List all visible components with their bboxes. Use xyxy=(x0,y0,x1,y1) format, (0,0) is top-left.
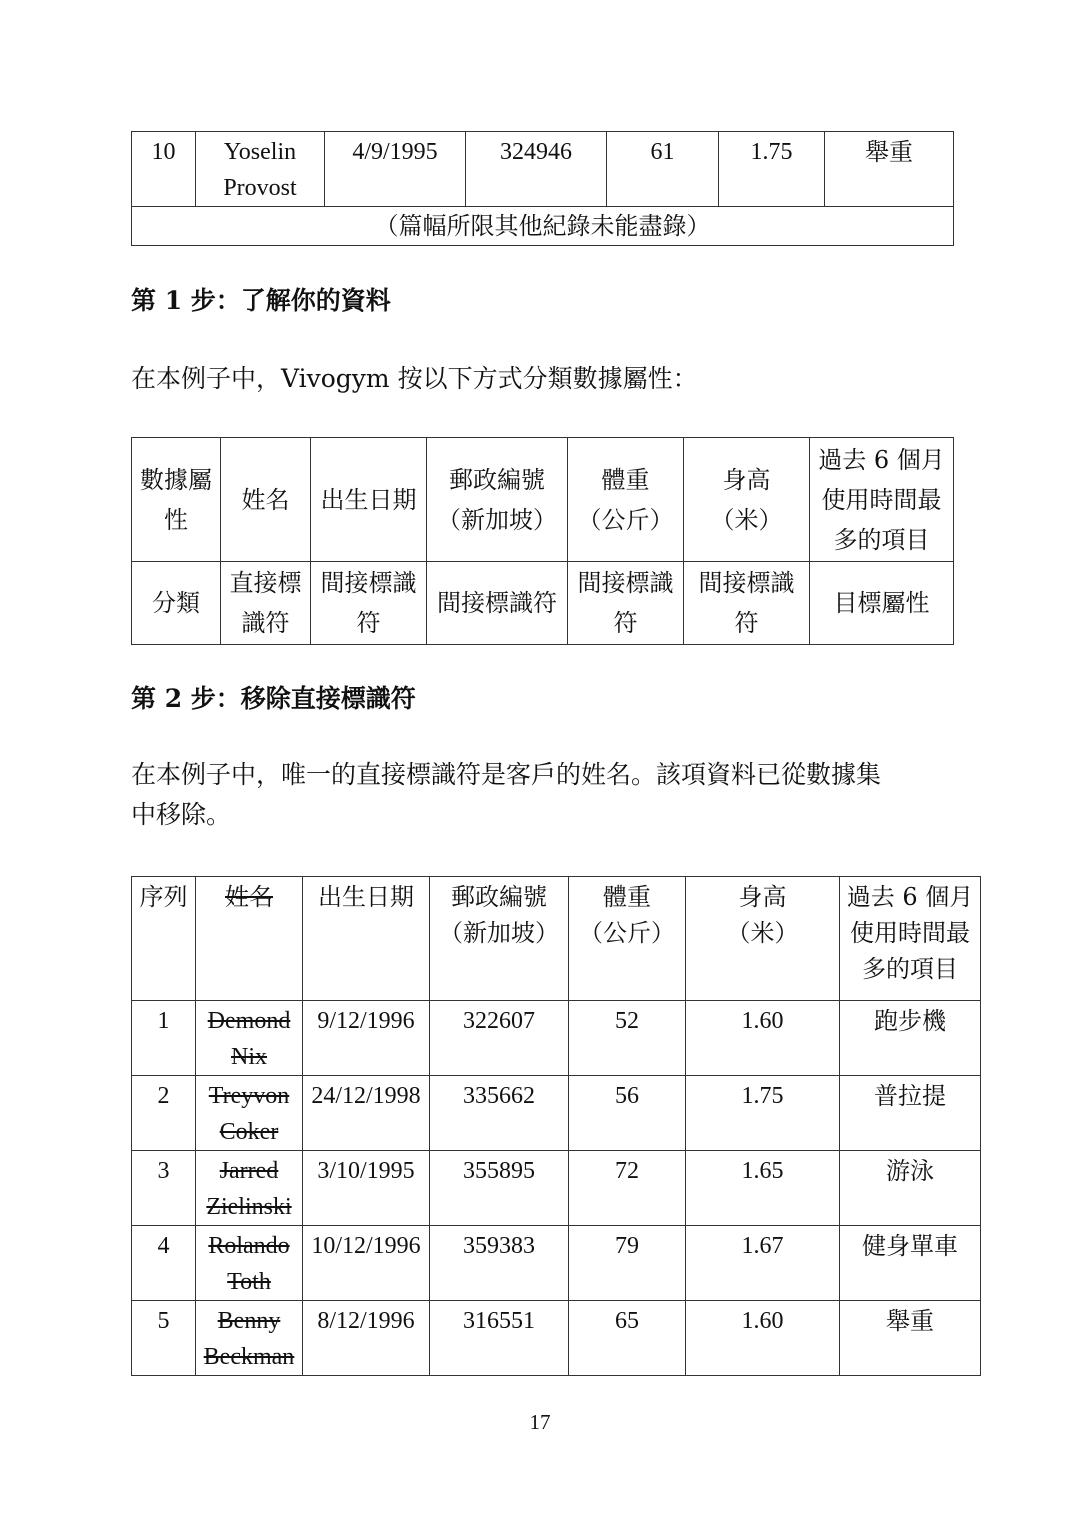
attr-dob-cell: 出生日期 xyxy=(311,438,427,562)
table-row xyxy=(132,132,954,207)
attr-weight-cell: 體重 （公斤） xyxy=(568,438,684,562)
attr-name-cell: 姓名 xyxy=(221,438,311,562)
step2-heading: 第 2 步：移除直接標識符 xyxy=(131,684,416,713)
table-row: 2 Treyvon Coker 24/12/1998 335662 56 1.75 普拉提 xyxy=(132,1076,981,1151)
attr-height-cell: 身高 （米） xyxy=(684,438,810,562)
step1-heading: 第 1 步：了解你的資料 xyxy=(131,286,391,315)
header-row xyxy=(132,877,981,1001)
dob-cell: 4/9/1995 xyxy=(325,132,466,207)
activity-cell: 舉重 xyxy=(825,132,954,207)
header-height: 身高 （米） xyxy=(686,877,840,1001)
table-row: 1 Demond Nix 9/12/1996 322607 52 1.60 跑步機 xyxy=(132,1001,981,1076)
page-number: 17 xyxy=(529,1410,551,1434)
header-seq: 序列 xyxy=(132,877,196,1001)
class-dob-cell: 間接標識 符 xyxy=(311,562,427,645)
table-row xyxy=(132,438,954,562)
postal-cell: 324946 xyxy=(466,132,607,207)
table-row: 4 Rolando Toth 10/12/1996 359383 79 1.67 健身單車 xyxy=(132,1226,981,1301)
attr-postal-cell: 郵政編號 （新加坡） xyxy=(427,438,568,562)
class-height-cell: 間接標識 符 xyxy=(684,562,810,645)
height-cell: 1.75 xyxy=(719,132,825,207)
class-activity-cell: 目標屬性 xyxy=(810,562,954,645)
class-weight-cell: 間接標識 符 xyxy=(568,562,684,645)
class-name-cell: 直接標 識符 xyxy=(221,562,311,645)
struck-name: Benny Beckman xyxy=(196,1301,303,1376)
attr-activity-cell: 過去 6 個月 使用時間最 多的項目 xyxy=(810,438,954,562)
class-postal-cell: 間接標識符 xyxy=(427,562,568,645)
name-last: Provost xyxy=(223,175,297,201)
step1-intro: 在本例子中，Vivogym 按以下方式分類數據屬性： xyxy=(131,364,698,393)
header-activity: 過去 6 個月 使用時間最 多的項目 xyxy=(840,877,981,1001)
name-cell xyxy=(196,132,325,207)
attribute-classification-table xyxy=(131,437,954,645)
table-row: 3 Jarred Zielinski 3/10/1995 355895 72 1.65 游泳 xyxy=(132,1151,981,1226)
name-first: Yoselin xyxy=(223,139,297,165)
struck-name: Jarred Zielinski xyxy=(196,1151,303,1226)
step2-paragraph: 在本例子中，唯一的直接標識符是客戶的姓名。該項資料已從數據集 中移除。 xyxy=(131,760,882,829)
seq-cell: 10 xyxy=(132,132,196,207)
weight-cell: 61 xyxy=(607,132,719,207)
deidentified-data-table xyxy=(131,876,981,1376)
top-record-table xyxy=(131,131,954,246)
header-postal: 郵政編號 （新加坡） xyxy=(430,877,569,1001)
attr-label-cell: 數據屬 性 xyxy=(132,438,221,562)
struck-name: Treyvon Coker xyxy=(196,1076,303,1151)
table-row xyxy=(132,562,954,645)
struck-name: Demond Nix xyxy=(196,1001,303,1076)
struck-name: Rolando Toth xyxy=(196,1226,303,1301)
header-weight: 體重 （公斤） xyxy=(569,877,686,1001)
table-note-row xyxy=(132,207,954,246)
table-row: 5 Benny Beckman 8/12/1996 316551 65 1.60 舉重 xyxy=(132,1301,981,1376)
class-label-cell: 分類 xyxy=(132,562,221,645)
table-note: （篇幅所限其他紀錄未能盡錄） xyxy=(132,207,954,246)
header-dob: 出生日期 xyxy=(303,877,430,1001)
header-name: 姓名 xyxy=(196,877,303,1001)
